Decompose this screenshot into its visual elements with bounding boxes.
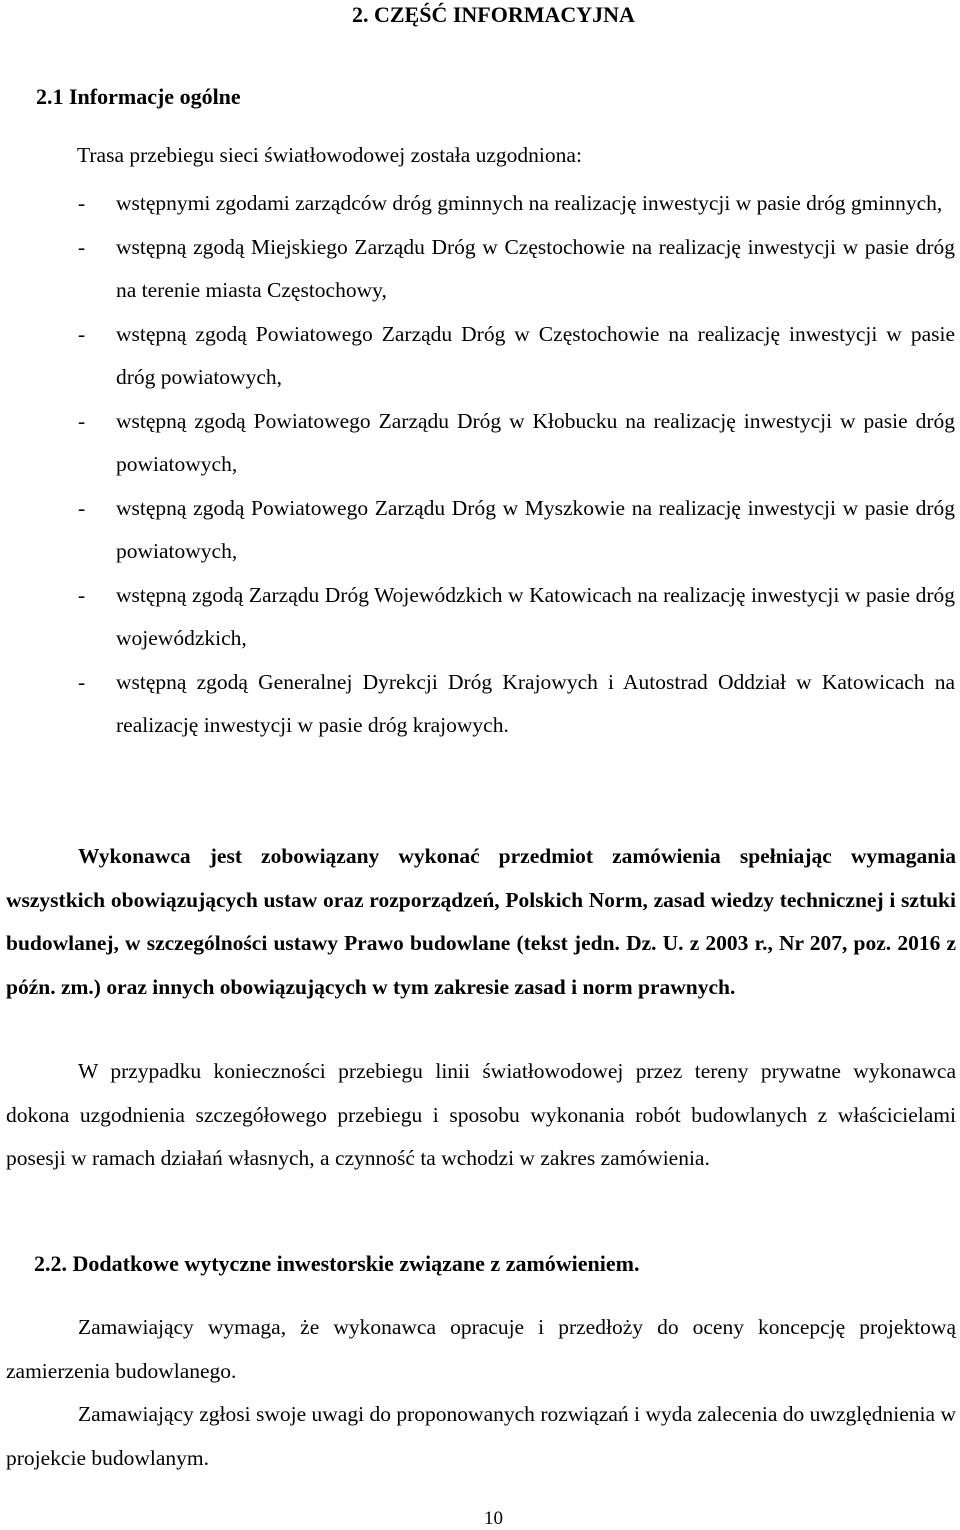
concept-text: Zamawiający wymaga, że wykonawca opracuje i przedłoży do oceny koncepcję projektową zamierzenia budowlanego. bbox=[6, 1315, 956, 1383]
obligations-paragraph bbox=[6, 835, 956, 1009]
list-item-text: wstępną zgodą Powiatowego Zarządu Dróg w Częstochowie na realizację inwestycji w pasie dróg powiatowych, bbox=[116, 321, 955, 389]
page-number: 10 bbox=[484, 1508, 503, 1529]
list-item bbox=[78, 574, 955, 661]
private-land-text: W przypadku konieczności przebiegu linii światłowodowej przez tereny prywatne wykonawca dokona uzgodnienia szczegółowego przebiegu i sposobu wykonania robót budowlanych z właścicielami posesji w ramach działań własnych, a czynność ta wchodzi w zakres zamówienia. bbox=[6, 1059, 956, 1170]
list-item-text: wstępną zgodą Powiatowego Zarządu Dróg w Kłobucku na realizację inwestycji w pasie dróg powiatowych, bbox=[116, 408, 955, 476]
list-item-text: wstępną zgodą Zarządu Dróg Wojewódzkich w Katowicach na realizację inwestycji w pasie dróg wojewódzkich, bbox=[116, 582, 955, 650]
list-item bbox=[78, 226, 955, 313]
approvals-list bbox=[78, 182, 955, 748]
private-land-paragraph bbox=[6, 1050, 956, 1181]
list-item bbox=[78, 313, 955, 400]
list-dash: - bbox=[78, 669, 86, 694]
list-item-text: wstępną zgodą Powiatowego Zarządu Dróg w Myszkowie na realizację inwestycji w pasie dróg powiatowych, bbox=[116, 495, 955, 563]
list-item-text: wstępną zgodą Generalnej Dyrekcji Dróg Krajowych i Autostrad Oddział w Katowicach na realizację inwestycji w pasie dróg krajowych. bbox=[116, 669, 955, 737]
list-item bbox=[78, 400, 955, 487]
comments-text: Zamawiający zgłosi swoje uwagi do proponowanych rozwiązań i wyda zalecenia do uwzględnienia w projekcie budowlanym. bbox=[6, 1402, 956, 1470]
chapter-title: 2. CZĘŚĆ INFORMACYJNA bbox=[352, 2, 635, 27]
comments-paragraph bbox=[6, 1393, 956, 1480]
section-intro: Trasa przebiegu sieci światłowodowej została uzgodniona: bbox=[77, 143, 582, 167]
list-item-text: wstępną zgodą Miejskiego Zarządu Dróg w Częstochowie na realizację inwestycji w pasie dróg na terenie miasta Częstochowy, bbox=[116, 234, 955, 302]
list-dash: - bbox=[78, 321, 86, 346]
list-item bbox=[78, 182, 955, 226]
list-item bbox=[78, 487, 955, 574]
list-dash: - bbox=[78, 191, 86, 215]
list-dash: - bbox=[78, 408, 86, 433]
obligations-tail-text: oraz innych obowiązujących w tym zakresie zasad i norm prawnych. bbox=[100, 974, 736, 999]
list-item bbox=[78, 661, 955, 748]
obligations-bold-text: Wykonawca jest zobowiązany wykonać przedmiot zamówienia spełniając wymagania wszystkich obowiązujących ustaw oraz rozporządzeń, Polskich Norm, zasad wiedzy technicznej i sztuki budowlanej, w szczególności ustawy Prawo budowlane (tekst jedn. Dz. U. z 2003 r., Nr 207, poz. 2016 z późn. zm.) bbox=[6, 844, 956, 999]
list-dash: - bbox=[78, 234, 86, 259]
section-title-2-2: 2.2. Dodatkowe wytyczne inwestorskie związane z zamówieniem. bbox=[34, 1251, 640, 1276]
list-dash: - bbox=[78, 582, 86, 607]
section-title-2-1: 2.1 Informacje ogólne bbox=[36, 84, 241, 109]
list-item-text: wstępnymi zgodami zarządców dróg gminnych na realizację inwestycji w pasie dróg gminnych, bbox=[116, 191, 943, 215]
concept-paragraph bbox=[6, 1306, 956, 1393]
list-dash: - bbox=[78, 495, 86, 520]
